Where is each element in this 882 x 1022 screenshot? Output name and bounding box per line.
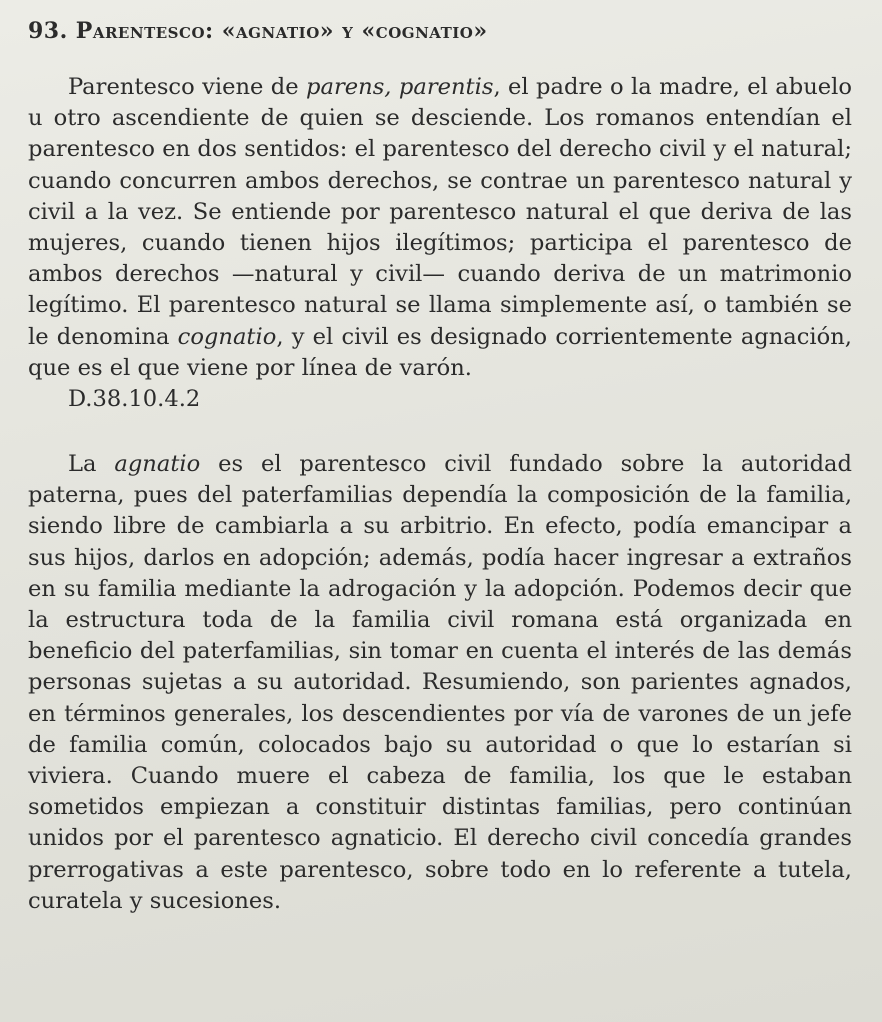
legal-reference: D.38.10.4.2 [68,386,201,413]
section-heading [28,16,852,46]
paragraph-2 [28,449,852,917]
paragraph-2-text-a: La [68,451,115,478]
paragraph-1-text-b: , el padre o la madre, el abuelo u otro ascendiente de quien se desciende. Los romanos entendían el parentesco en dos sentidos: el parentesco del derecho civil y el natural; cuando concurren ambos derechos, se contrae un parentesco natural y civil a la vez. Se entiende por parentesco natural el que deriva de las mujeres, cuando tienen hijos ilegítimos; participa el parentesco de ambos derechos —natural y civil— cuando deriva de un matrimonio legítimo. El parentesco natural se llama simplemente así, o también se le denomina [28,74,852,350]
paragraph-1 [28,72,852,384]
paragraph-1-text-c: , y el civil es designado corrientemente agnación, que es el que viene por línea de varón. [28,323,852,381]
paragraph-2-text-b: es el parentesco civil fundado sobre la autoridad paterna, pues del paterfamilias dependía la composición de la familia, siendo libre de cambiarla a su arbitrio. En efecto, podía emancipar a sus hijos, darlos en adopción; además, podía hacer ingresar a extraños en su familia mediante la adrogación y la adopción. Podemos decir que la estructura toda de la familia civil romana está organizada en beneficio del paterfamilias, sin tomar en cuenta el interés de las demás personas sujetas a su autoridad. Resumiendo, son parientes agnados, en términos generales, los descendientes por vía de varones de un jefe de familia común, colocados bajo su autoridad o que lo estarían si viviera. Cuando muere el cabeza de familia, los que le estaban sometidos empiezan a constituir distintas familias, pero continúan unidos por el parentesco agnaticio. El derecho civil concedía grandes prerrogativas a este parentesco, sobre todo en lo referente a tutela, curatela y sucesiones. [28,451,852,914]
section-title: Parentesco: «agnatio» y «cognatio» [75,18,488,44]
paragraph-1-italic-a: parens, parentis [306,74,494,100]
paragraph-1-italic-b: cognatio [177,323,277,350]
section-number: 93. [28,18,68,44]
paragraph-1-text-a: Parentesco viene de [68,74,307,100]
paragraph-2-italic-a: agnatio [114,451,201,478]
